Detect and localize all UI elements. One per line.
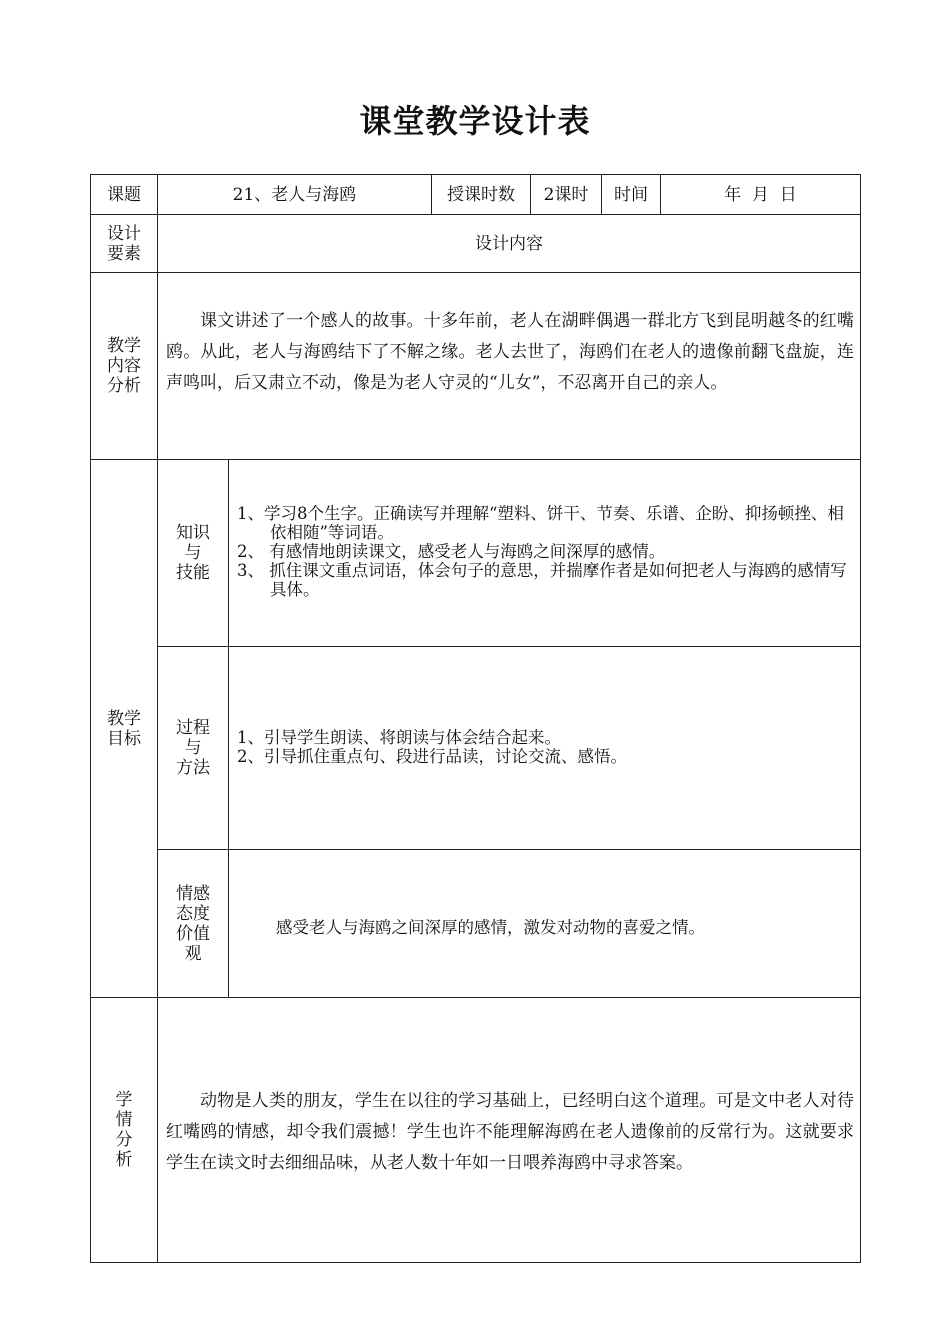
hours-value: 2课时 — [543, 184, 589, 205]
teaching-goals-label-line: 教学 — [107, 708, 141, 729]
process-method-label-line: 与 — [184, 738, 202, 758]
teaching-goals-label — [91, 460, 157, 997]
list-item: 2、引导抓住重点句、段进行品读，讨论交流、感悟。 — [237, 747, 627, 766]
process-method-label-line: 方法 — [176, 758, 210, 778]
design-elements-label — [91, 215, 157, 272]
knowledge-skills-label-line: 技能 — [176, 563, 210, 583]
list-item: 1、学习8个生字。正确读写并理解“塑料、饼干、节奏、乐谱、企盼、抑扬顿挫、相依相随”等词语。 — [237, 504, 844, 542]
list-item: 2、 有感情地朗读课文，感受老人与海鸥之间深厚的感情。 — [237, 542, 666, 561]
list-item: 3、 抓住课文重点词语，体会句子的意思，并揣摩作者是如何把老人与海鸥的感情写具体。 — [237, 561, 847, 599]
knowledge-skills-label-line: 与 — [184, 543, 202, 563]
knowledge-skills-label-line: 知识 — [176, 523, 210, 543]
content-analysis-text: 课文讲述了一个感人的故事。十多年前，老人在湖畔偶遇一群北方飞到昆明越冬的红嘴鸥。从此，老人与海鸥结下了不解之缘。老人去世了，海鸥们在老人的遗像前翻飞盘旋，连声鸣叫，后又肃立不动，像是为老人守灵的“儿女”，不忍离开自己的亲人。 — [166, 311, 854, 393]
process-method-list — [237, 728, 854, 766]
process-method-label-line: 过程 — [176, 718, 210, 738]
emotion-values-label — [158, 850, 228, 997]
student-analysis-label-line: 学 — [115, 1090, 133, 1110]
knowledge-skills-label — [158, 460, 228, 646]
student-analysis-label-line: 情 — [115, 1110, 133, 1130]
emotion-values-label-line: 价值 — [176, 923, 210, 944]
student-analysis-text: 动物是人类的朋友，学生在以往的学习基础上，已经明白这个道理。可是文中老人对待红嘴鸥的情感，却令我们震撼！学生也许不能理解海鸥在老人遗像前的反常行为。这就要求学生在读文时去细细品味，从老人数十年如一日喂养海鸥中寻求答案。 — [166, 1091, 854, 1173]
content-analysis-label-line: 分析 — [107, 376, 141, 396]
hours-label: 授课时数 — [447, 184, 515, 205]
emotion-values-label-line: 情感 — [176, 883, 210, 904]
student-analysis-label — [91, 998, 157, 1262]
teaching-goals-label-line: 目标 — [107, 728, 141, 749]
topic-label: 课题 — [107, 184, 141, 205]
page-title: 课堂教学设计表 — [359, 102, 591, 140]
emotion-values-label-line: 观 — [184, 943, 202, 964]
list-item: 1、引导学生朗读、将朗读与体会结合起来。 — [237, 728, 561, 747]
design-elements-label-line: 设计 — [107, 223, 141, 244]
content-analysis-label — [91, 273, 157, 459]
emotion-values-text: 感受老人与海鸥之间深厚的感情，激发对动物的喜爱之情。 — [276, 918, 705, 937]
student-analysis-label-line: 分 — [115, 1130, 133, 1150]
knowledge-skills-list — [237, 504, 854, 599]
emotion-values-label-line: 态度 — [176, 903, 210, 924]
content-analysis-label-line: 教学 — [107, 336, 141, 356]
process-method-label — [158, 647, 228, 849]
design-content-label: 设计内容 — [475, 233, 543, 254]
time-value: 年 月 日 — [724, 184, 797, 205]
topic-value: 21、老人与海鸥 — [232, 184, 357, 205]
student-analysis-label-line: 析 — [115, 1150, 133, 1170]
time-label: 时间 — [614, 184, 648, 205]
content-analysis-label-line: 内容 — [107, 356, 141, 376]
design-elements-label-line: 要素 — [107, 243, 141, 264]
